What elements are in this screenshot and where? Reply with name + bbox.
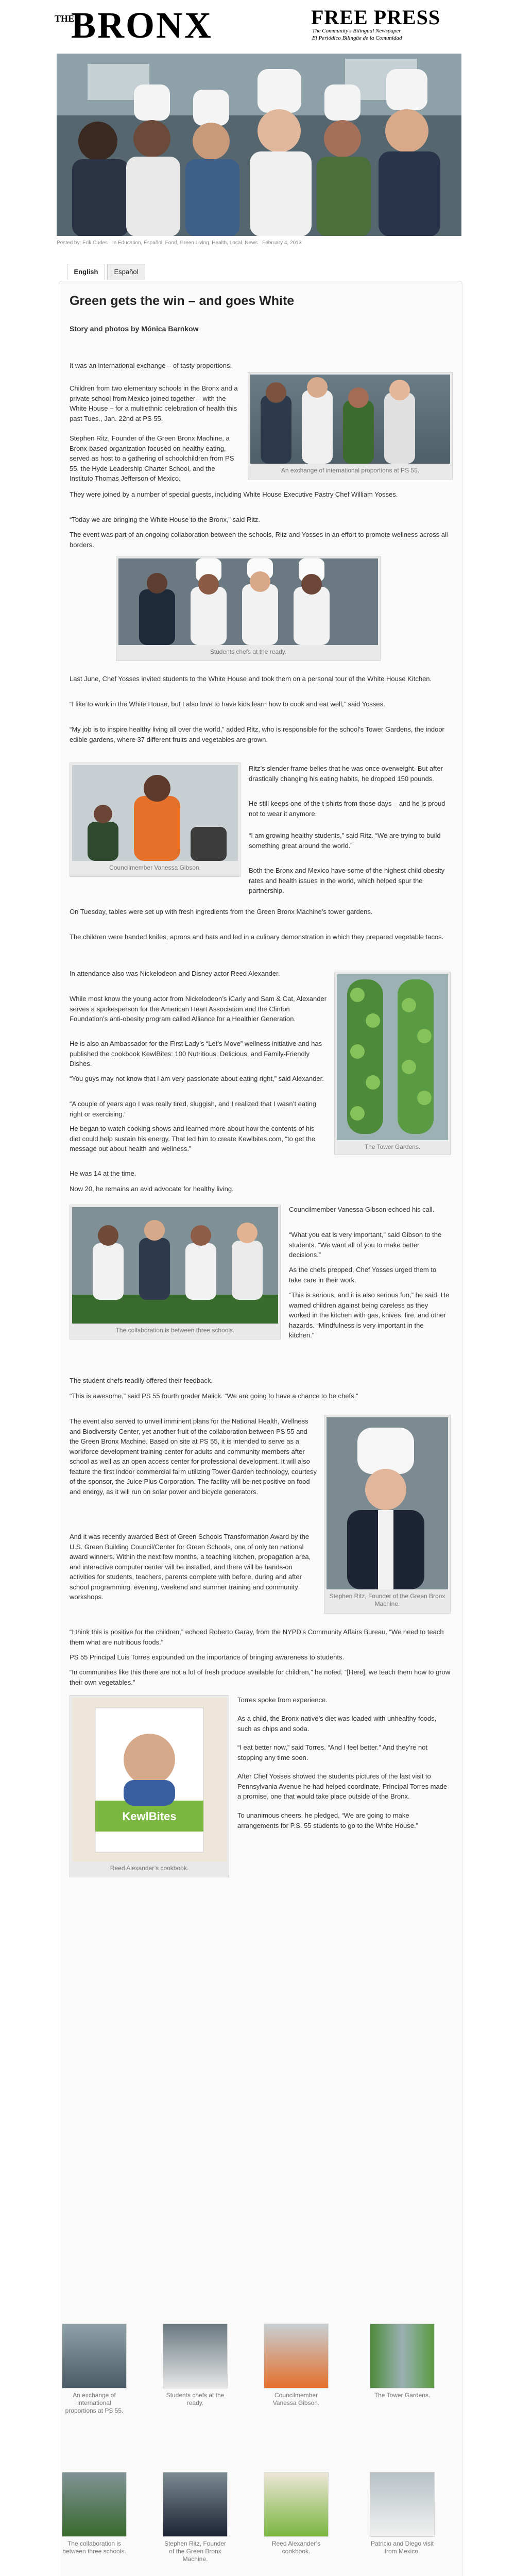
paragraph: To unanimous cheers, he pledged, “We are going to make arrangements for P.S. 55 students to go to the White House.” xyxy=(237,1811,418,1829)
paragraph: “I like to work in the White House, but I also love to have kids learn how to cook and eat well,” said Yosses. xyxy=(70,700,385,708)
masthead-tagline-en: The Community's Bilingual Newspaper xyxy=(312,28,401,34)
image-towers[interactable] xyxy=(334,972,451,1155)
image-exchange[interactable] xyxy=(248,372,453,480)
photo-gibson xyxy=(72,765,238,861)
paragraph: Stephen Ritz, Founder of the Green Bronx Machine, a Bronx-based organization focused on healthy eating, served as host to a gathering of schoolchildren from PS 55, the Hyde Leadership Charter School, and the Instituto Thomas Jefferson of Mexico. xyxy=(70,434,234,482)
gallery-thumb xyxy=(264,2472,329,2537)
caption-students: Students chefs at the ready. xyxy=(210,648,287,655)
spacer xyxy=(70,885,239,886)
image-gibson[interactable] xyxy=(70,762,241,877)
paragraph: The children were handed knifes, aprons and hats and led in a culinary demonstration in which they prepared vegetable tacos. xyxy=(70,933,444,941)
paragraph: “This is awesome,” said PS 55 fourth grader Malick. “We are going to have a chance to be chefs.” xyxy=(70,1392,358,1400)
paragraph: Last June, Chef Yosses invited students to the White House and took them on a personal tour of the White House Kitchen. xyxy=(70,675,432,683)
tab-english[interactable]: English xyxy=(67,264,105,280)
paragraph: Children from two elementary schools in the Bronx and a private school from Mexico joined together – with the White House – for a multiethnic celebration of health this past Tues., Jan. 22nd at PS 55. xyxy=(70,384,238,422)
photo-students xyxy=(118,558,378,645)
paragraph: As the chefs prepped, Chef Yosses urged them to take care in their work. xyxy=(289,1266,437,1284)
paragraph: He was 14 at the time. xyxy=(70,1170,136,1177)
book-cover-title: KewlBites xyxy=(122,1810,177,1823)
hero-photo-illustration xyxy=(57,54,461,236)
gallery-item[interactable] xyxy=(163,2324,228,2407)
gallery-thumb xyxy=(62,2472,127,2537)
paragraph: “What you eat is very important,” said Gibson to the students. “We want all of you to make better decisions.” xyxy=(289,1231,442,1259)
post-meta: Posted by: Erik Cudes · In Education, Español, Food, Green Living, Health, Local, News · February 4, 2013 xyxy=(57,240,302,246)
paragraph: The event was part of an ongoing collaboration between the schools, Ritz and Yosses in an effort to promote wellness across all borders. xyxy=(70,531,448,549)
paragraph: “I am growing healthy students,” said Ritz. “We are trying to build something great around the world.” xyxy=(249,832,441,850)
masthead-bronx: BRONX xyxy=(71,5,213,46)
gallery-caption: Councilmember Vanessa Gibson. xyxy=(272,2392,320,2406)
caption-towers: The Tower Gardens. xyxy=(364,1143,421,1150)
gallery-thumb xyxy=(370,2324,435,2388)
gallery-caption: An exchange of international proportions at PS 55. xyxy=(65,2392,124,2414)
gallery-caption: Stephen Ritz, Founder of the Green Bronx Machine. xyxy=(164,2540,227,2563)
article-byline: Story and photos by Mónica Barnkow xyxy=(70,325,199,333)
paragraph: Ritz’s slender frame belies that he was once overweight. But after drastically changing his eating habits, he dropped 150 pounds. xyxy=(249,765,443,783)
caption-collab: The collaboration is between three schools. xyxy=(115,1327,235,1334)
paragraph: On Tuesday, tables were set up with fresh ingredients from the Green Bronx Machine’s tower gardens. xyxy=(70,908,373,916)
paragraph: Both the Bronx and Mexico have some of the highest child obesity rates and health issues in the world, which helped spur the partnership. xyxy=(249,867,445,894)
gallery-caption: Students chefs at the ready. xyxy=(166,2392,225,2406)
paragraph: “I eat better now,” said Torres. “And I feel better.” And they’re not stopping any time soon. xyxy=(237,1743,428,1761)
paragraph: He began to watch cooking shows and learned more about how the contents of his diet could help sustain his energy. That led him to create Kewlbites.com, “to get the message out about health and wellness.” xyxy=(70,1125,316,1153)
paragraph: It was an international exchange – of tasty proportions. xyxy=(70,362,232,369)
paragraph: And it was recently awarded Best of Green Schools Transformation Award by the U.S. Green Building Council/Center for Green Schools, one of only ten national award winners. Within the next few months, a teaching kitchen, propagation area, and interactive computer center will be installed, and there will be hands-on activities for students, teachers, parents complete with before, during and after school programming, evening, weekend and summer training and community workshops. xyxy=(70,1533,311,1601)
paragraph: “Today we are bringing the White House to the Bronx,” said Ritz. xyxy=(70,516,260,523)
gallery-thumb xyxy=(370,2472,435,2537)
image-students[interactable] xyxy=(116,556,381,661)
gallery-thumb xyxy=(264,2324,329,2388)
photo-exchange xyxy=(250,375,450,464)
paragraph: PS 55 Principal Luis Torres expounded on the importance of bringing awareness to students. xyxy=(70,1653,345,1661)
photo-collab xyxy=(72,1207,278,1324)
masthead-free-press: FREE PRESS xyxy=(311,6,441,29)
photo-collab-illustration xyxy=(72,1207,278,1324)
paragraph: Councilmember Vanessa Gibson echoed his call. xyxy=(289,1206,435,1213)
photo-exchange-illustration xyxy=(250,375,450,464)
photo-book-illustration xyxy=(72,1698,227,1861)
masthead-the: THE xyxy=(55,13,75,24)
caption-ritz: Stephen Ritz, Founder of the Green Bronx Machine. xyxy=(329,1592,445,1607)
photo-towers-illustration xyxy=(337,974,448,1140)
gallery-thumb xyxy=(163,2324,228,2388)
image-ritz[interactable] xyxy=(324,1415,451,1614)
photo-ritz-illustration xyxy=(327,1417,448,1589)
photo-students-illustration xyxy=(118,558,378,645)
image-collab[interactable] xyxy=(70,1205,281,1340)
image-book[interactable] xyxy=(70,1695,229,1877)
paragraph: He is also an Ambassador for the First Lady’s “Let’s Move” wellness initiative and has published the cookbook KewlBites: 100 Nutritious, Delicious, and Family-Friendly Dishes. xyxy=(70,1040,322,1067)
paragraph: In attendance also was Nickelodeon and Disney actor Reed Alexander. xyxy=(70,970,280,977)
paragraph: “In communities like this there are not a lot of fresh produce available for children,” he noted. “[Here], we teach them how to grow their own vegetables.” xyxy=(70,1668,451,1686)
gallery-item[interactable] xyxy=(62,2324,127,2415)
paragraph: “A couple of years ago I was really tired, sluggish, and I realized that I wasn’t eating right or exercising.” xyxy=(70,1100,317,1118)
gallery-caption: The collaboration is between three schools. xyxy=(62,2540,126,2555)
paragraph: He still keeps one of the t-shirts from those days – and he is proud not to wear it anymore. xyxy=(249,800,445,818)
paragraph: They were joined by a number of special guests, including White House Executive Pastry Chef William Yosses. xyxy=(70,490,398,498)
paragraph: As a child, the Bronx native’s diet was loaded with unhealthy foods, such as chips and soda. xyxy=(237,1715,437,1733)
paragraph: “You guys may not know that I am very passionate about eating right,” said Alexander. xyxy=(70,1075,324,1082)
gallery-item[interactable] xyxy=(264,2324,329,2407)
gallery-item[interactable] xyxy=(370,2324,435,2399)
caption-book: Reed Alexander’s cookbook. xyxy=(110,1865,189,1872)
gallery-item[interactable] xyxy=(163,2472,228,2563)
gallery-item[interactable] xyxy=(370,2472,435,2555)
paragraph: After Chef Yosses showed the students pictures of the last visit to Pennsylvania Avenue he had helped coordinate, Principal Torres made a promise, one that would take place outside of the Bronx. xyxy=(237,1772,448,1800)
gallery-thumb xyxy=(62,2324,127,2388)
paragraph: “My job is to inspire healthy living all over the world,” added Ritz, who is responsible for the school’s Tower Gardens, the indoor edible gardens, where 37 different fruits and vegetables are grown. xyxy=(70,725,444,743)
paragraph: The event also served to unveil imminent plans for the National Health, Wellness and Biodiversity Center, yet another fruit of the collaboration between PS 55 and the Green Bronx Machine. Based on site at PS 55, it is intended to serve as a workforce development training center for adults and community members after school as well as an open access center for professional development. It will also feature the first indoor commercial farm utilizing Tower Garden technology, courtesy of the sponsor, the Juice Plus Corporation. The facility will be net positive on food and energy, as it will run on solar power and bicycle generators. xyxy=(70,1417,317,1496)
paragraph: Now 20, he remains an avid advocate for healthy living. xyxy=(70,1185,234,1193)
masthead-tagline-es: El Periódico Bilingüe de la Comunidad xyxy=(312,35,402,41)
paragraph: “This is serious, and it is also serious fun,” he said. He warned children against being careless as they worked in the kitchen with gas, knives, fire, and other hazards. “Mindfulness is very important in the kitchen.” xyxy=(289,1291,450,1339)
gallery-item[interactable] xyxy=(264,2472,329,2555)
caption-gibson: Councilmember Vanessa Gibson. xyxy=(109,864,201,871)
gallery-item[interactable] xyxy=(62,2472,127,2555)
masthead[interactable] xyxy=(55,6,461,52)
gallery-thumb xyxy=(163,2472,228,2537)
paragraph: Torres spoke from experience. xyxy=(237,1696,328,1704)
photo-gibson-illustration xyxy=(72,765,238,861)
gallery-caption: Patricio and Diego visit from Mexico. xyxy=(370,2540,434,2555)
gallery-caption: Reed Alexander’s cookbook. xyxy=(271,2540,321,2555)
paragraph: “I think this is positive for the children,” echoed Roberto Garay, from the NYPD’s Community Affairs Bureau. “We need to teach them what are nutritious foods.” xyxy=(70,1628,444,1646)
paragraph: While most know the young actor from Nickelodeon’s iCarly and Sam & Cat, Alexander serves a spokesperson for the American Heart Association and the Clinton Foundation’s anti-obesity program called Alliance for a Healthier Generation. xyxy=(70,995,327,1023)
tab-espanol[interactable]: Español xyxy=(107,264,145,280)
paragraph: The student chefs readily offered their feedback. xyxy=(70,1377,213,1384)
photo-towers xyxy=(337,974,448,1140)
caption-exchange: An exchange of international proportions at PS 55. xyxy=(281,467,420,474)
gallery-caption: The Tower Gardens. xyxy=(374,2392,431,2399)
photo-ritz xyxy=(327,1417,448,1589)
hero-photo xyxy=(57,54,461,236)
article-title: Green gets the win – and goes White xyxy=(70,294,295,308)
photo-book xyxy=(72,1698,227,1861)
